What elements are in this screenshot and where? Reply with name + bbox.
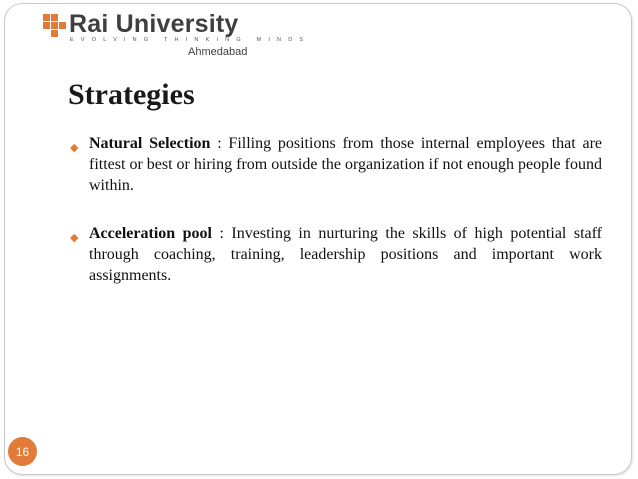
bullet-text: Filling positions from those internal employees that are fittest or best or hiring from outside the organization if not enough people found within. (89, 135, 602, 194)
bullet-item (70, 223, 602, 286)
bullet-separator: : (210, 135, 229, 152)
bullet-term: Natural Selection (89, 135, 211, 152)
logo-name: Rai University (69, 10, 239, 38)
university-logo (43, 10, 311, 62)
bullet-icon: ◆ (70, 142, 79, 154)
page-number: 16 (15, 444, 30, 459)
logo-emblem-icon (43, 12, 67, 38)
logo-tagline: EVOLVING THINKING MINDS (70, 37, 311, 43)
bullet-item (70, 133, 602, 196)
bullet-term: Acceleration pool (89, 225, 212, 242)
logo-city: Ahmedabad (188, 46, 248, 58)
bullet-list (70, 133, 602, 313)
page-number-badge (8, 437, 37, 466)
bullet-icon: ◆ (70, 232, 79, 244)
bullet-separator: : (212, 225, 232, 242)
slide-title: Strategies (68, 78, 195, 111)
bullet-text: Investing in nurturing the skills of high potential staff through coaching, training, leadership positions and important work assignments. (89, 225, 602, 284)
